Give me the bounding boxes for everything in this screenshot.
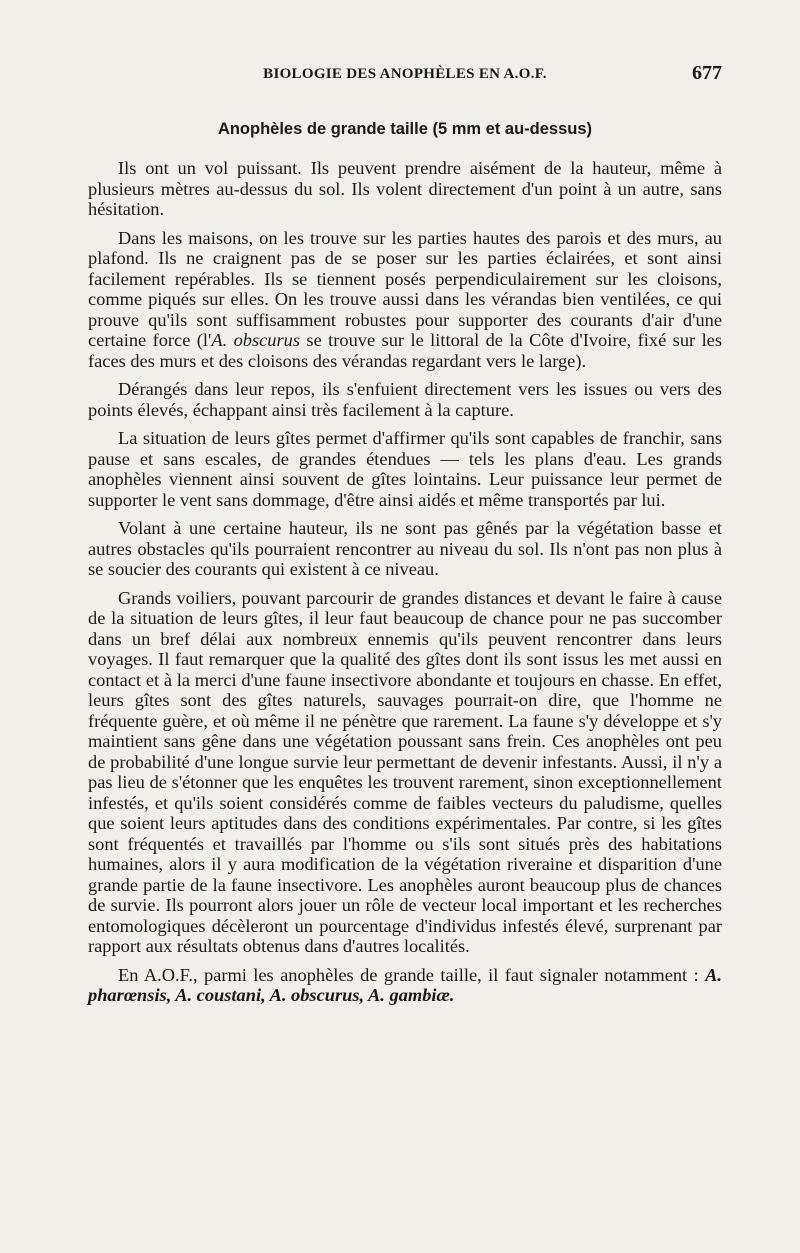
paragraph (88, 965, 722, 1006)
paragraph: Dérangés dans leur repos, ils s'enfuient directement vers les issues ou vers des points élevés, échappant ainsi très facilement à la capture. (88, 379, 722, 420)
species-name: A. obscurus (211, 330, 301, 350)
running-head (88, 62, 722, 86)
paragraph-text: Dans les maisons, on les trouve sur les parties hautes des parois et des murs, au plafond. Ils ne craignent pas de se poser sur les parties éclairées, et sont ainsi facilement repérables. Ils se tiennent posés perpendiculairement sur les cloisons, comme piqués sur elles. On les trouve aussi dans les vérandas bien ventilées, ce qui prouve qu'ils sont suffisamment robustes pour supporter des courants d'air d'une certaine force (l' (88, 227, 722, 350)
body-text (88, 158, 722, 1006)
paragraph (88, 228, 722, 372)
paragraph-text: En A.O.F., parmi les anophèles de grande taille, il faut signaler notamment : (118, 964, 706, 985)
species-list: A. pharœnsis, A. coustani, A. obscurus, A. gambiæ. (88, 964, 722, 1005)
paragraph: Ils ont un vol puissant. Ils peuvent prendre aisément de la hauteur, même à plusieurs mètres au-dessus du sol. Ils volent directement d'un point à un autre, sans hésitation. (88, 158, 722, 219)
running-title: BIOLOGIE DES ANOPHÈLES EN A.O.F. (263, 66, 547, 82)
paragraph-text: se trouve sur le littoral de la Côte d'Ivoire, fixé sur les faces des murs et des cloisons des vérandas regardant vers le large). (88, 330, 722, 371)
paragraph: Volant à une certaine hauteur, ils ne sont pas gênés par la végétation basse et autres obstacles qu'ils pourraient rencontrer au niveau du sol. Ils n'ont pas non plus à se soucier des courants qui existent à ce niveau. (88, 518, 722, 579)
page-number: 677 (692, 62, 722, 84)
paragraph: Grands voiliers, pouvant parcourir de grandes distances et devant le faire à cause de la situation de leurs gîtes, il leur faut beaucoup de chance pour ne pas succomber dans un bref délai aux nombreux ennemis qu'ils peuvent rencontrer dans leurs voyages. Il faut remarquer que la qualité des gîtes dont ils sont issus les met aussi en contact et à la merci d'une faune insectivore abondante et toujours en chasse. En effet, leurs gîtes sont des gîtes naturels, sauvages pourrait-on dire, que l'homme ne fréquente guère, et où même il ne pénètre que rarement. La faune s'y développe et s'y maintient sans gêne dans une végétation poussant sans frein. Ces anophèles ont peu de probabilité d'une longue survie leur permettant de devenir infestants. Aussi, il n'y a pas lieu de s'étonner que les enquêtes les trouvent rarement, sinon exceptionnellement infestés, et qu'ils soient considérés comme de faibles vecteurs du paludisme, quelles que soient leurs aptitudes dans des conditions expérimentales. Par contre, si les gîtes sont fréquentés et travaillés par l'homme ou s'ils sont situés près des habitations humaines, alors il y aura modification de la végétation riveraine et disparition d'une grande partie de la faune insectivore. Les anophèles auront beaucoup plus de chances de survie. Ils pourront alors jouer un rôle de vecteur local important et les recherches entomologiques décèleront un pourcentage d'individus infestés élevé, surprenant par rapport aux résultats obtenus dans d'autres localités. (88, 587, 722, 956)
paragraph: La situation de leurs gîtes permet d'affirmer qu'ils sont capables de franchir, sans pause et sans escales, de grandes étendues — tels les plans d'eau. Les grands anophèles viennent ainsi souvent de gîtes lointains. Leur puissance leur permet de supporter le vent sans dommage, d'être ainsi aidés et même transportés par lui. (88, 428, 722, 510)
section-heading: Anophèles de grande taille (5 mm et au-dessus) (217, 120, 593, 138)
